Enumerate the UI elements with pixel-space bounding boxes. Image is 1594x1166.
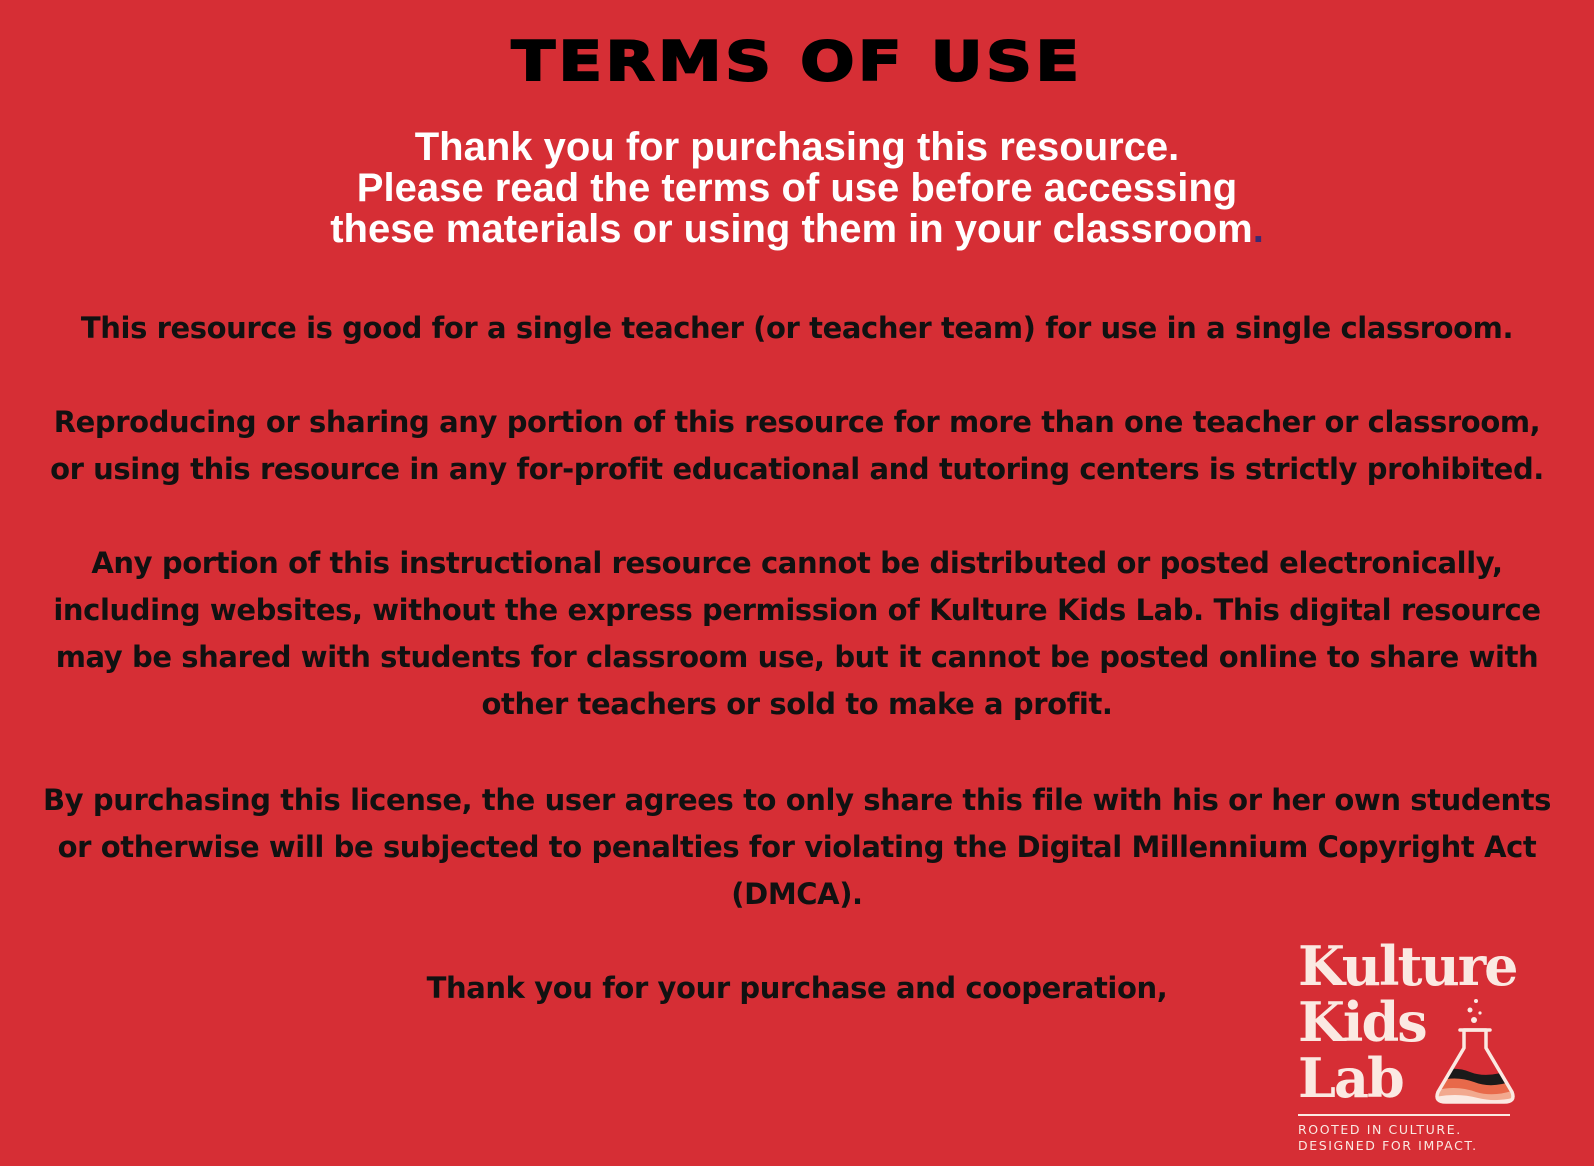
distribution-paragraph [10, 540, 1584, 728]
paragraph-line: or using this resource in any for-profit educational and tutoring centers is strictly prohibited. [50, 452, 1544, 486]
closing-line: Thank you for your purchase and cooperation, [426, 971, 1168, 1005]
paragraph-line: may be shared with students for classroom use, but it cannot be posted online to share with [55, 640, 1539, 674]
paragraph-line: other teachers or sold to make a profit. [481, 687, 1113, 721]
paragraph-line: or otherwise will be subjected to penalties for violating the Digital Millennium Copyright Act [57, 830, 1537, 864]
tagline-line: DESIGNED FOR IMPACT. [1298, 1138, 1478, 1153]
page-title: TERMS OF USE [511, 30, 1083, 93]
paragraph-line: This resource is good for a single teacher (or teacher team) for use in a single classroom. [80, 311, 1514, 345]
intro-line [0, 209, 1594, 250]
paragraph-line: By purchasing this license, the user agrees to only share this file with his or her own students [42, 783, 1552, 817]
license-paragraph [10, 777, 1584, 918]
paragraph-line: (DMCA). [731, 877, 863, 911]
single-classroom-paragraph [10, 305, 1584, 352]
logo-tagline [1298, 1122, 1528, 1154]
flask-icon [1430, 996, 1520, 1108]
reproduction-paragraph [10, 399, 1584, 493]
logo-word: Kids [1298, 990, 1426, 1054]
paragraph-line: including websites, without the express permission of Kulture Kids Lab. This digital resource [53, 593, 1541, 627]
logo-divider [1298, 1114, 1510, 1116]
paragraph-line: Any portion of this instructional resource cannot be distributed or posted electronically, [91, 546, 1503, 580]
intro-line: Thank you for purchasing this resource. [414, 125, 1180, 169]
intro-message [0, 127, 1594, 250]
kulture-kids-lab-logo [1298, 934, 1528, 1158]
tagline-line: ROOTED IN CULTURE. [1298, 1122, 1462, 1137]
paragraph-line: Reproducing or sharing any portion of this resource for more than one teacher or classroom, [53, 405, 1541, 439]
intro-period: . [1252, 207, 1264, 251]
logo-word: Kulture [1298, 934, 1517, 998]
intro-line: Please read the terms of use before accessing [356, 166, 1238, 210]
intro-line-text: these materials or using them in your classroom [330, 207, 1253, 251]
logo-word: Lab [1298, 1046, 1403, 1110]
